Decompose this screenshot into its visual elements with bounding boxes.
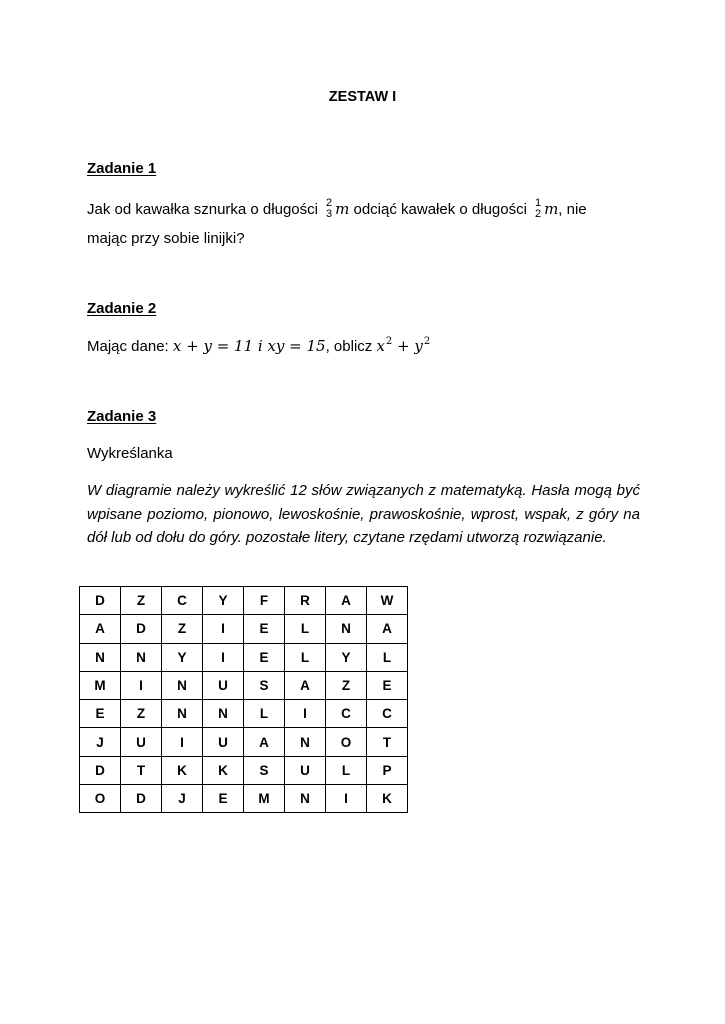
- grid-row: [80, 756, 408, 784]
- grid-cell: U: [203, 728, 244, 756]
- task1-text-c: , nie: [558, 201, 587, 218]
- grid-cell: K: [203, 756, 244, 784]
- grid-cell: A: [80, 615, 121, 643]
- task3-subtitle: Wykreślanka: [87, 445, 173, 462]
- unit-meter: m: [544, 200, 559, 218]
- grid-cell: J: [80, 728, 121, 756]
- grid-cell: S: [244, 671, 285, 699]
- grid-cell: D: [80, 756, 121, 784]
- fraction-numerator: 1: [534, 197, 542, 210]
- grid-cell: P: [367, 756, 408, 784]
- task2-line: [87, 335, 430, 360]
- grid-cell: Z: [121, 700, 162, 728]
- exponent: 2: [423, 336, 431, 347]
- task3-heading: Zadanie 3: [87, 408, 157, 425]
- grid-cell: N: [162, 671, 203, 699]
- grid-cell: T: [121, 756, 162, 784]
- grid-cell: Z: [162, 615, 203, 643]
- word-search-grid: [79, 586, 408, 813]
- grid-cell: R: [285, 587, 326, 615]
- grid-cell: D: [80, 587, 121, 615]
- grid-cell: C: [326, 700, 367, 728]
- fraction-numerator: 2: [325, 197, 333, 210]
- grid-row: [80, 728, 408, 756]
- grid-cell: T: [367, 728, 408, 756]
- grid-cell: N: [285, 728, 326, 756]
- grid-row: [80, 671, 408, 699]
- grid-cell: O: [326, 728, 367, 756]
- grid-row: [80, 700, 408, 728]
- fraction-denominator: 3: [325, 208, 333, 221]
- unit-meter: m: [335, 200, 350, 218]
- grid-cell: N: [80, 643, 121, 671]
- grid-row: [80, 615, 408, 643]
- task1-text-a: Jak od kawałka sznurka o długości: [87, 201, 318, 218]
- task1-line1: [87, 198, 587, 221]
- grid-cell: L: [326, 756, 367, 784]
- grid-cell: K: [162, 756, 203, 784]
- grid-cell: L: [367, 643, 408, 671]
- grid-cell: A: [326, 587, 367, 615]
- grid-cell: D: [121, 615, 162, 643]
- grid-cell: N: [285, 785, 326, 813]
- grid-cell: E: [244, 643, 285, 671]
- grid-cell: L: [285, 615, 326, 643]
- grid-cell: I: [203, 615, 244, 643]
- grid-cell: C: [367, 700, 408, 728]
- task2-equation: x + y = 11 i xy = 15: [172, 337, 326, 355]
- grid-cell: A: [285, 671, 326, 699]
- grid-cell: Y: [203, 587, 244, 615]
- grid-cell: U: [285, 756, 326, 784]
- grid-cell: K: [367, 785, 408, 813]
- grid-cell: F: [244, 587, 285, 615]
- grid-cell: N: [326, 615, 367, 643]
- grid-cell: M: [244, 785, 285, 813]
- grid-cell: U: [121, 728, 162, 756]
- grid-row: [80, 587, 408, 615]
- variable-x: x: [376, 337, 385, 355]
- grid-cell: U: [203, 671, 244, 699]
- task2-middle: , oblicz: [325, 338, 377, 355]
- plus-y: + y: [392, 337, 423, 355]
- grid-cell: Y: [326, 643, 367, 671]
- grid-cell: I: [203, 643, 244, 671]
- grid-cell: M: [80, 671, 121, 699]
- grid-cell: D: [121, 785, 162, 813]
- grid-cell: W: [367, 587, 408, 615]
- grid-cell: I: [162, 728, 203, 756]
- grid-cell: Z: [121, 587, 162, 615]
- task3-instructions: W diagramie należy wykreślić 12 słów związanych z matematyką. Hasła mogą być wpisane poziomo, pionowo, lewoskośnie, prawoskośnie, wprost, wspak, z góry na dół lub od dołu do góry. pozostałe litery, czytane rzędami utworzą rozwiązanie.: [87, 482, 640, 546]
- task1-line2: mając przy sobie linijki?: [87, 230, 245, 247]
- grid-cell: S: [244, 756, 285, 784]
- grid-cell: A: [244, 728, 285, 756]
- task2-heading: Zadanie 2: [87, 300, 157, 317]
- task2-prefix: Mając dane:: [87, 338, 173, 355]
- grid-cell: E: [244, 615, 285, 643]
- grid-cell: O: [80, 785, 121, 813]
- grid-cell: L: [244, 700, 285, 728]
- exponent: 2: [385, 336, 393, 347]
- grid-cell: N: [203, 700, 244, 728]
- grid-cell: C: [162, 587, 203, 615]
- grid-cell: N: [121, 643, 162, 671]
- grid-row: [80, 785, 408, 813]
- grid-cell: Y: [162, 643, 203, 671]
- fraction-denominator: 2: [534, 208, 542, 221]
- grid-cell: I: [121, 671, 162, 699]
- fraction-two-thirds: [326, 198, 332, 220]
- page-title: ZESTAW I: [328, 89, 397, 105]
- task2-expression: [376, 337, 430, 355]
- grid-cell: E: [80, 700, 121, 728]
- grid-cell: A: [367, 615, 408, 643]
- grid-cell: I: [326, 785, 367, 813]
- task1-heading: Zadanie 1: [87, 160, 157, 177]
- grid-cell: I: [285, 700, 326, 728]
- grid-row: [80, 643, 408, 671]
- grid-cell: J: [162, 785, 203, 813]
- grid-cell: L: [285, 643, 326, 671]
- grid-cell: E: [203, 785, 244, 813]
- fraction-one-half: [535, 198, 541, 220]
- task1-text-b: odciąć kawałek o długości: [349, 201, 527, 218]
- grid-cell: Z: [326, 671, 367, 699]
- grid-cell: E: [367, 671, 408, 699]
- grid-cell: N: [162, 700, 203, 728]
